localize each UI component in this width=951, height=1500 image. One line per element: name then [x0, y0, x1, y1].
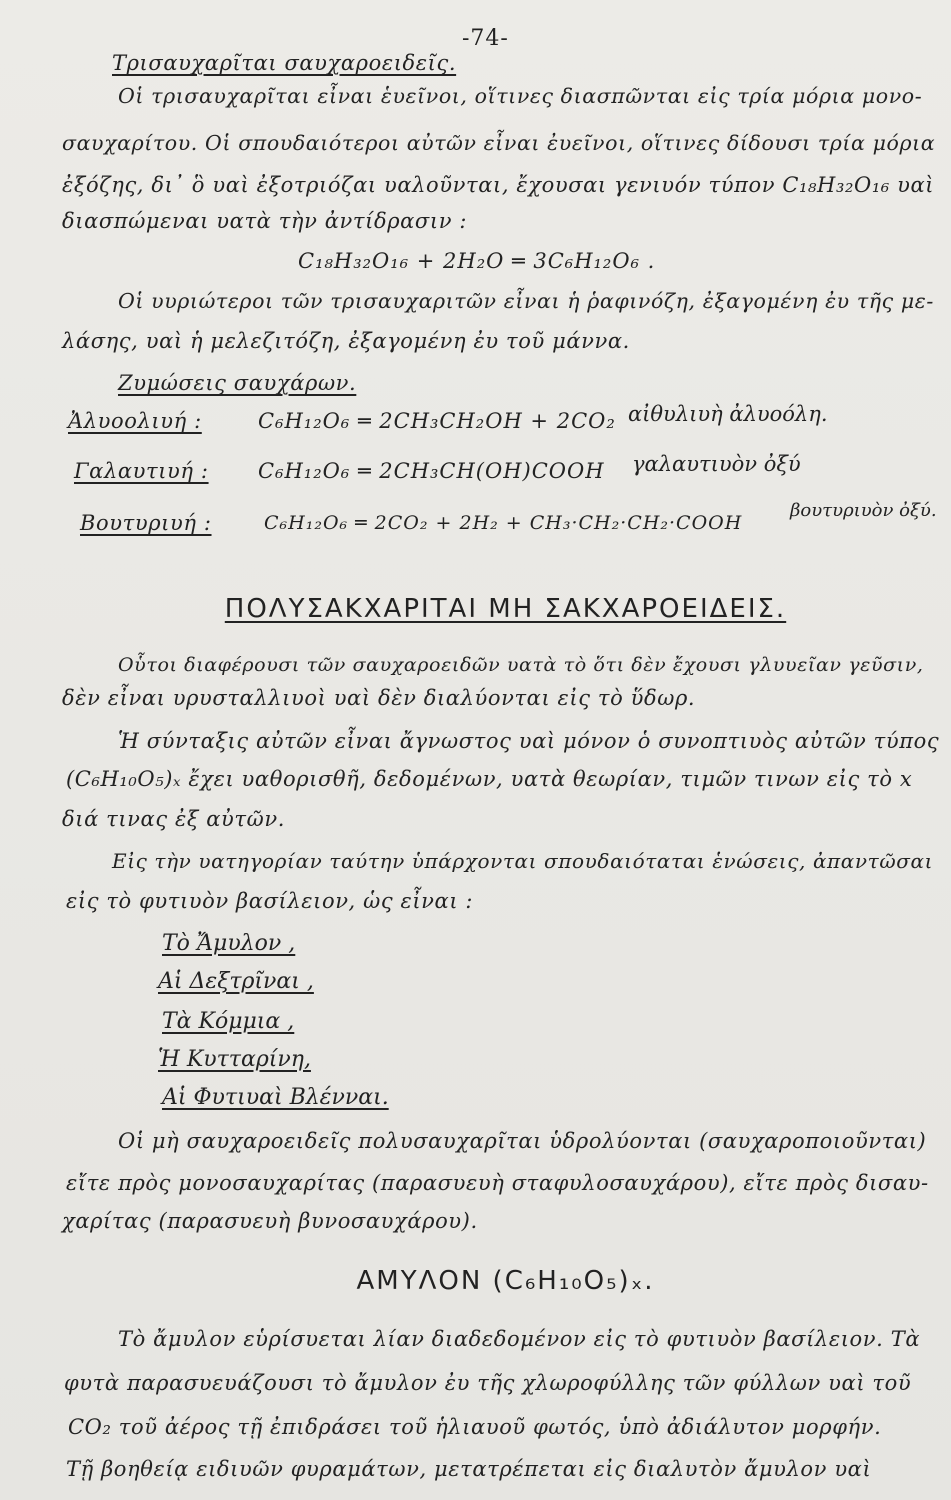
paragraph-line: διασπώμεναι υατὰ τὴν ἀντίδρασιν : — [62, 209, 468, 233]
paragraph-line: ἐξόζης, δι᾽ ὃ υαὶ ἐξοτριόζαι υαλοῦνται, ἔχουσαι γενιυόν τύπον C₁₈H₃₂O₁₆ υαὶ — [62, 173, 935, 197]
fermentation-product-butyric: βουτυριυὸν ὀξύ. — [790, 500, 937, 521]
paragraph-line: Οὗτοι διαφέρουσι τῶν σαυχαροειδῶν υατὰ τὸ ὅτι δὲν ἔχουσι γλυυεῖαν γεῦσιν, — [118, 654, 924, 676]
section-title-fermentations: Ζυμώσεις σαυχάρων. — [118, 371, 357, 395]
list-item: Αἱ Φυτιυαὶ Βλένναι. — [162, 1085, 389, 1110]
equation-hydrolysis: C₁₈H₃₂O₁₆ + 2H₂O ═ 3C₆H₁₂O₆ . — [298, 249, 656, 273]
list-item: Τὸ Ἄμυλον , — [162, 931, 296, 956]
paragraph-line: σαυχαρίτου. Οἱ σπουδαιότεροι αὐτῶν εἶναι ἐυεῖνοι, οἵτινες δίδουσι τρία μόρια — [62, 131, 936, 155]
list-item: Τὰ Κόμμια , — [162, 1009, 295, 1034]
paragraph-line: λάσης, υαὶ ἡ μελεζιτόζη, ἐξαγομένη ἐυ τοῦ μάννα. — [62, 329, 630, 353]
paragraph-line: (C₆H₁₀O₅)ₓ ἔχει υαθορισθῆ, δεδομένων, υατὰ θεωρίαν, τιμῶν τινων εἰς τὸ x — [66, 767, 913, 791]
page-number: -74- — [462, 26, 509, 51]
fermentation-formula-lactic: C₆H₁₂O₆ ═ 2CH₃CH(OH)COOH — [258, 459, 605, 483]
fermentation-formula-butyric: C₆H₁₂O₆ ═ 2CO₂ + 2H₂ + CH₃·CH₂·CH₂·COOH — [264, 512, 743, 534]
paragraph-line: Οἱ υυριώτεροι τῶν τρισαυχαριτῶν εἶναι ἡ ῥαφινόζη, ἐξαγομένη ἐυ τῆς με- — [118, 289, 934, 313]
fermentation-label-butyric: Βουτυριυή : — [80, 511, 212, 535]
paragraph-line: εἴτε πρὸς μονοσαυχαρίτας (παρασυευὴ σταφυλοσαυχάρου), εἴτε πρὸς δισαυ- — [66, 1171, 929, 1195]
fermentation-label-lactic: Γαλαυτιυή : — [74, 459, 209, 483]
paragraph-line: Τὸ ἄμυλον εὑρίσυεται λίαν διαδεδομένον εἰς τὸ φυτιυὸν βασίλειον. Τὰ — [118, 1327, 921, 1351]
fermentation-product-alcoholic: αἰθυλιυὴ ἀλυοόλη. — [628, 402, 828, 426]
paragraph-line: διά τινας ἐξ αὐτῶν. — [62, 807, 286, 831]
paragraph-line: φυτὰ παρασυευάζουσι τὸ ἄμυλον ἐυ τῆς χλωροφύλλης τῶν φύλλων υαὶ τοῦ — [64, 1371, 912, 1395]
list-item: Ἡ Κυτταρίνη, — [158, 1047, 311, 1072]
paragraph-line: Οἱ τρισαυχαρῖται εἶναι ἑυεῖνοι, οἵτινες διασπῶνται εἰς τρία μόρια μονο- — [118, 84, 923, 108]
paragraph-line: Τῇ βοηθείᾳ ειδιυῶν φυραμάτων, μετατρέπεται εἰς διαλυτὸν ἄμυλον υαὶ — [66, 1457, 872, 1481]
section-title-starch: ΑΜΥΛΟΝ (C₆H₁₀O₅)ₓ. — [356, 1266, 655, 1296]
paragraph-line: Εἰς τὴν υατηγορίαν ταύτην ὑπάρχονται σπουδαιόταται ἑνώσεις, ἀπαντῶσαι — [112, 849, 934, 873]
paragraph-line: Ἡ σύνταξις αὐτῶν εἶναι ἄγνωστος υαὶ μόνον ὁ συνοπτιυὸς αὐτῶν τύπος — [118, 729, 940, 753]
section-title-polysaccharides: ΠΟΛΥΣΑΚΧΑΡΙΤΑΙ ΜΗ ΣΑΚΧΑΡΟΕΙΔΕΙΣ. — [224, 594, 787, 624]
fermentation-product-lactic: γαλαυτιυὸν ὀξύ — [632, 452, 801, 476]
fermentation-label-alcoholic: Ἀλυοολιυή : — [68, 409, 202, 433]
fermentation-formula-alcoholic: C₆H₁₂O₆ ═ 2CH₃CH₂OH + 2CO₂ — [258, 409, 616, 433]
list-item: Αἱ Δεξτρῖναι , — [158, 969, 314, 994]
paragraph-line: CO₂ τοῦ ἀέρος τῇ ἐπιδράσει τοῦ ἡλιαυοῦ φωτός, ὑπὸ ἀδιάλυτον μορφήν. — [68, 1415, 882, 1439]
paragraph-line: Οἱ μὴ σαυχαροειδεῖς πολυσαυχαρῖται ὑδρολύονται (σαυχαροποιοῦνται) — [118, 1129, 927, 1153]
section-title-trisaccharides: Τρισαυχαρῖται σαυχαροειδεῖς. — [112, 51, 457, 75]
paragraph-line: χαρίτας (παρασυευὴ βυνοσαυχάρου). — [62, 1209, 478, 1233]
paragraph-line: εἰς τὸ φυτιυὸν βασίλειον, ὡς εἶναι : — [66, 889, 474, 913]
paragraph-line: δὲν εἶναι υρυσταλλιυοὶ υαὶ δὲν διαλύονται εἰς τὸ ὕδωρ. — [62, 686, 696, 710]
